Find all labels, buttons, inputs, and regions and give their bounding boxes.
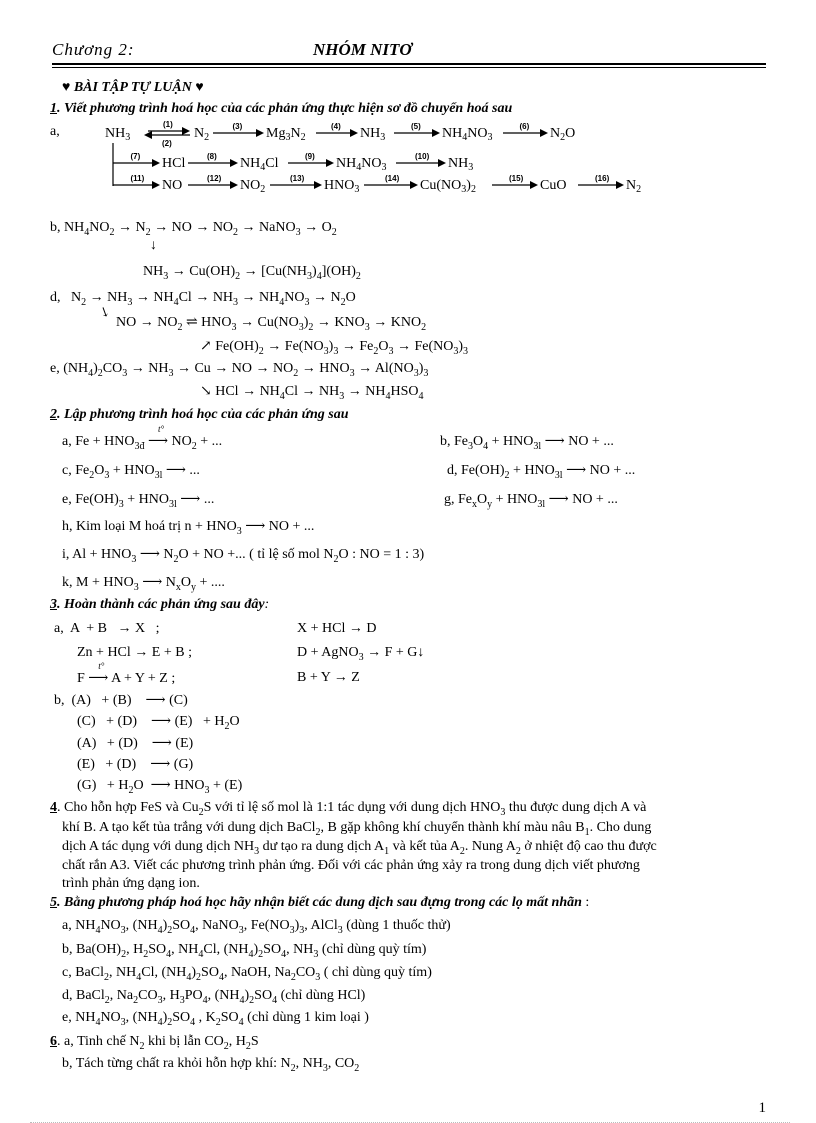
page-title: NHÓM NITƠ [313,40,412,59]
q1-arrow-5 [394,122,440,137]
q1-row3-species: $N_2$ [626,178,642,195]
q3-a3: F ⟶ t° A + Y + Z ; [77,661,176,686]
q1-arrow-4 [316,122,358,137]
q2-item-c: c, $Fe_2O_3 + HNO_{3l}$ ⟶ ... [62,463,200,481]
svg-text:(15): (15) [509,174,524,183]
q3-b4: (E) + (D) ⟶ (G) [77,757,194,772]
q4-line1: 4. Cho hỗn hợp FeS và $Cu_2S$ với tỉ lệ số mol là 1:1 tác dụng với dung dịch $HNO_3$ thu được dung dịch A và [50,800,647,818]
svg-text:(14): (14) [385,174,400,183]
q3-b2: (C) + (D) ⟶ $(E) + H_2O$ [77,714,240,732]
q2-item-k: k, $M + HNO_3$ ⟶ $N_xO_y$ + .... [62,575,225,593]
q5-number: 5 [50,895,57,910]
q2-item-b: b, $Fe_3O_4 + HNO_{3l}$ ⟶ NO + ... [440,434,614,452]
q6-line-b: b, Tách từng chất ra khỏi hỗn hợp khí: $N_2$, $NH_3$, $CO_2$ [62,1056,360,1074]
q1-row1-species: $NH_3$ [105,126,131,143]
q1-row3-species: $Cu(NO_3)_2$ [420,178,476,195]
q2-number: 2 [50,407,57,422]
svg-text:(9): (9) [305,152,315,161]
q1-arrow-16 [578,174,624,189]
svg-text:(6): (6) [519,122,530,131]
q1-arrow-15 [492,174,538,189]
svg-text:(5): (5) [411,122,421,131]
q4-line5: trình phản ứng dạng ion. [62,876,200,891]
q1-arrow-13 [270,174,322,189]
q3-a2: Zn + HCl → E + B ; [77,645,192,660]
q1-text: . Viết phương trình hoá học của các phản ứng thực hiện sơ đồ chuyển hoá sau [57,101,513,116]
svg-text:(16): (16) [595,174,610,183]
q3-b5: $(G) + H_2O$ ⟶ $HNO_3 + (E)$ [77,778,243,796]
q1-d-line1: d, $N_2 \to NH_3 \to NH_4Cl \to NH_3 \to NH_4NO_3 \to N_2O$ [50,290,356,308]
q1-arrow-1 [148,120,190,135]
q1-e-line1: e, $(NH_4)_2CO_3 \to NH_3 \to Cu$ → NO → $NO_2 \to HNO_3 \to Al(NO_3)_3$ [50,361,429,379]
q4-line4: chất rắn A3. Viết các phương trình phản ứng. Đối với các phản ứng xảy ra trong dung dịch viết phương [62,858,640,873]
q1-row1-species: $Mg_3N_2$ [266,126,306,143]
q3-a1: a, A + B → X ; [54,621,160,636]
q3-number: 3 [50,597,57,612]
q1-arrow-14 [364,174,418,189]
q3-a1r: X + HCl → D [297,621,377,636]
q1-row2-species: $NH_4NO_3$ [336,156,387,173]
q2-item-i: i, $Al + HNO_3$ ⟶ $N_2O$ + NO +... ( tỉ lệ số mol $N_2O$ : NO = 1 : 3) [62,547,425,565]
q1-e-line2: ↘ HCl → $NH_4Cl \to NH_3 \to NH_4HSO_4$ [200,384,424,402]
svg-text:(4): (4) [331,122,341,131]
q1-row3-species: NO [162,178,183,193]
svg-text:(2): (2) [162,139,172,148]
q1-row3-species: $HNO_3$ [324,178,360,195]
q1-row3-species: CuO [540,178,567,193]
q1-arrow-6 [503,122,548,137]
q5-text: . Bằng phương pháp hoá học hãy nhận biết các dung dịch sau đựng trong các lọ mất nhãn [57,895,582,910]
q3-a3r: B + Y → Z [297,670,360,685]
q3-heading: 3. Hoàn thành các phản ứng sau đây: [50,597,270,612]
q4-line3: dịch A tác dụng với dung dịch $NH_3$ dư tạo ra dung dịch $A_1$ và kết tủa $A_2$. Nung $A_2$ ở nhiệt độ cao thu được [62,839,657,857]
q4-line2: khí B. A tạo kết tủa trắng với dung dịch BaCl$_2$, B gặp không khí chuyển thành khí màu nâu $B_1$. Cho dung [62,820,652,838]
q1-arrow-11 [113,174,160,189]
q2-item-g: g, $Fe_xO_y + HNO_{3l}$ ⟶ NO + ... [444,492,618,510]
q1-number: 1 [50,101,57,116]
q3-b1: b, (A) + (B) ⟶ (C) [54,693,188,708]
q1-row2-species: $NH_3$ [448,156,474,173]
q1-arrow-8 [188,152,238,167]
svg-text:(7): (7) [130,152,141,161]
q1-row1-species: $N_2O$ [550,126,576,143]
q1-a-label: a, [50,124,60,139]
q3-text: . Hoàn thành các phản ứng sau đây [57,597,265,612]
q1-arrow-3 [213,122,264,137]
q1-e-line0: ↗ $Fe(OH)_2 \to Fe(NO_3)_3 \to Fe_2O_3 \to Fe(NO_3)_3$ [200,339,469,357]
down-arrow-icon: ↓ [150,238,157,253]
q1-row2-species: HCl [162,156,186,171]
svg-text:(1): (1) [163,120,173,129]
q1-row1-species: $N_2$ [194,126,210,143]
q2-heading [50,407,349,423]
q2-text: . Lập phương trình hoá học của các phản ứng sau [57,407,349,422]
svg-text:(12): (12) [207,174,222,183]
q1-row1-species: $NH_4NO_3$ [442,126,493,143]
q5-item-e: e, $NH_4NO_3$, $(NH_4)_2SO_4$ , $K_2SO_4$ (chỉ dùng 1 kim loại ) [62,1010,369,1028]
q1-b-line2: $NH_3 \to Cu(OH)_2 \to [Cu(NH_3)_4](OH)_2$ [143,264,361,282]
q5-heading: 5. Bằng phương pháp hoá học hãy nhận biết các dung dịch sau đựng trong các lọ mất nhãn : [50,895,590,910]
q1-scheme-svg [0,0,816,220]
q1-arrow-10 [396,152,446,167]
chapter-label: Chương 2: [52,40,135,59]
q1-d-line2: NO → $NO_2$ ⇌ $HNO_3 \to Cu(NO_3)_2 \to KNO_3 \to KNO_2$ [116,315,427,333]
q3-a2r: D + AgNO$_3$ → F + G↓ [297,645,425,663]
q5-item-a: a, $NH_4NO_3$, $(NH_4)_2SO_4$, NaNO$_3$, $Fe(NO_3)_3$, AlCl$_3$ (dùng 1 thuốc thử) [62,918,451,936]
q3-b3: (A) + (D) ⟶ (E) [77,736,194,751]
q1-arrow-12 [188,174,238,189]
svg-text:(8): (8) [207,152,217,161]
branch-arrow-icon: ↘ [96,302,113,321]
svg-text:(3): (3) [232,122,243,131]
page-number: 1 [758,1100,766,1116]
q6-number: 6 [50,1034,57,1049]
q5-item-b: b, $Ba(OH)_2$, $H_2SO_4$, $NH_4Cl$, $(NH_4)_2SO_4$, $NH_3$ (chỉ dùng quỳ tím) [62,942,427,960]
q2-item-a: a, $Fe + HNO_{3đ}$ ⟶ t° $NO_2$ + ... [62,424,223,452]
q5-item-c: c, BaCl$_2$, $NH_4Cl$, $(NH_4)_2SO_4$, NaOH, $Na_2CO_3$ ( chỉ dùng quỳ tím) [62,965,432,983]
q1-row2-species: $NH_4Cl$ [240,156,279,173]
q4-number: 4 [50,800,57,815]
q1-arrow-7 [113,152,160,167]
q1-row1-species: $NH_3$ [360,126,386,143]
q1-b-line1: b, $NH_4NO_2 \to N_2$ → NO → $NO_2$ → NaNO$_3$ → $O_2$ [50,220,337,238]
q1-row3-species: $NO_2$ [240,178,266,195]
q5-item-d: d, BaCl$_2$, $Na_2CO_3$, $H_3PO_4$, $(NH_4)_2SO_4$ (chỉ dùng HCl) [62,988,366,1006]
q2-item-e: e, $Fe(OH)_3 + HNO_{3l}$ ⟶ ... [62,492,215,510]
q2-item-d: d, $Fe(OH)_2 + HNO_{3l}$ ⟶ NO + ... [447,463,636,481]
q2-item-h: h, Kim loại M hoá trị $n + HNO_3$ ⟶ NO + ... [62,519,315,537]
q1-arrow-9 [288,152,334,167]
svg-text:(13): (13) [290,174,305,183]
section-title: ♥ BÀI TẬP TỰ LUẬN ♥ [62,80,204,95]
svg-text:(10): (10) [415,152,430,161]
svg-text:(11): (11) [130,174,145,183]
q6-line-a: 6. a, Tinh chế $N_2$ khi bị lẫn $CO_2$, $H_2S$ [50,1034,259,1052]
